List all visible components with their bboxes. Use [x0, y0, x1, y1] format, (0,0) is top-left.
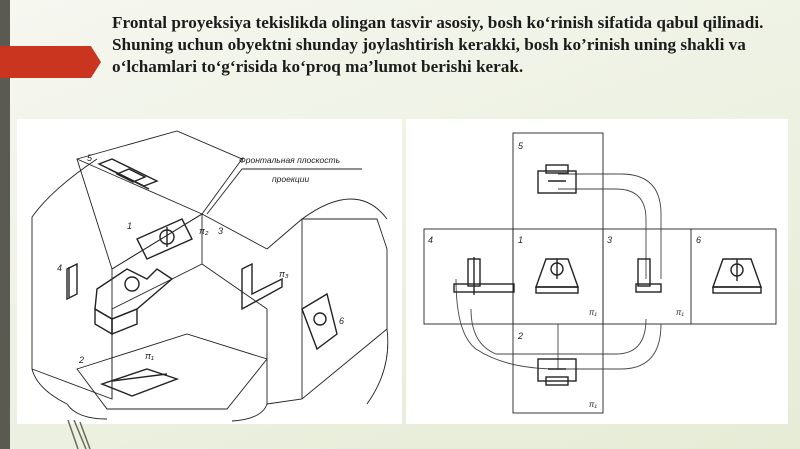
left-label-pi2: π₂ — [199, 226, 209, 236]
left-label-2: 2 — [79, 355, 85, 365]
slide-body-text: Frontal proyeksiya tekislikda olingan tasvir asosiy, bosh ko‘rinish sifatida qabul qilinadi. Shuning uchun obyektni shunday joylashtirish kerakki, bosh ko’rinish uning shakli va o‘lchamlari to‘g‘risida ko‘proq ma’lumot berishi kerak. — [112, 13, 764, 76]
left-label-6: 6 — [339, 316, 345, 326]
decorative-strokes — [60, 420, 110, 449]
right-label-1: 1 — [518, 235, 524, 245]
six-views-layout — [406, 119, 788, 424]
right-label-2: 2 — [518, 331, 524, 341]
left-label-4: 4 — [57, 263, 63, 273]
right-label-3: 3 — [607, 235, 613, 245]
right-label-4: 4 — [428, 235, 434, 245]
right-label-6: 6 — [696, 235, 702, 245]
left-label-1: 1 — [127, 221, 133, 231]
six-views-drawing — [406, 119, 788, 424]
left-label-3: 3 — [218, 226, 224, 236]
projection-box-illustration — [17, 119, 402, 424]
callout-label-line1: Фронтальная плоскость — [239, 155, 341, 165]
left-label-5: 5 — [87, 153, 93, 163]
callout-label-line2: проекции — [272, 174, 310, 184]
right-label-pi-c: π₁ — [589, 400, 597, 409]
right-label-pi-a: π₁ — [589, 308, 597, 317]
right-label-5: 5 — [518, 141, 524, 151]
projection-box-drawing — [17, 119, 402, 424]
red-arrow-tab — [0, 46, 101, 78]
left-label-pi3: π₃ — [279, 269, 289, 279]
left-label-pi1: π₁ — [145, 351, 154, 361]
right-label-pi-b: π₁ — [676, 308, 684, 317]
